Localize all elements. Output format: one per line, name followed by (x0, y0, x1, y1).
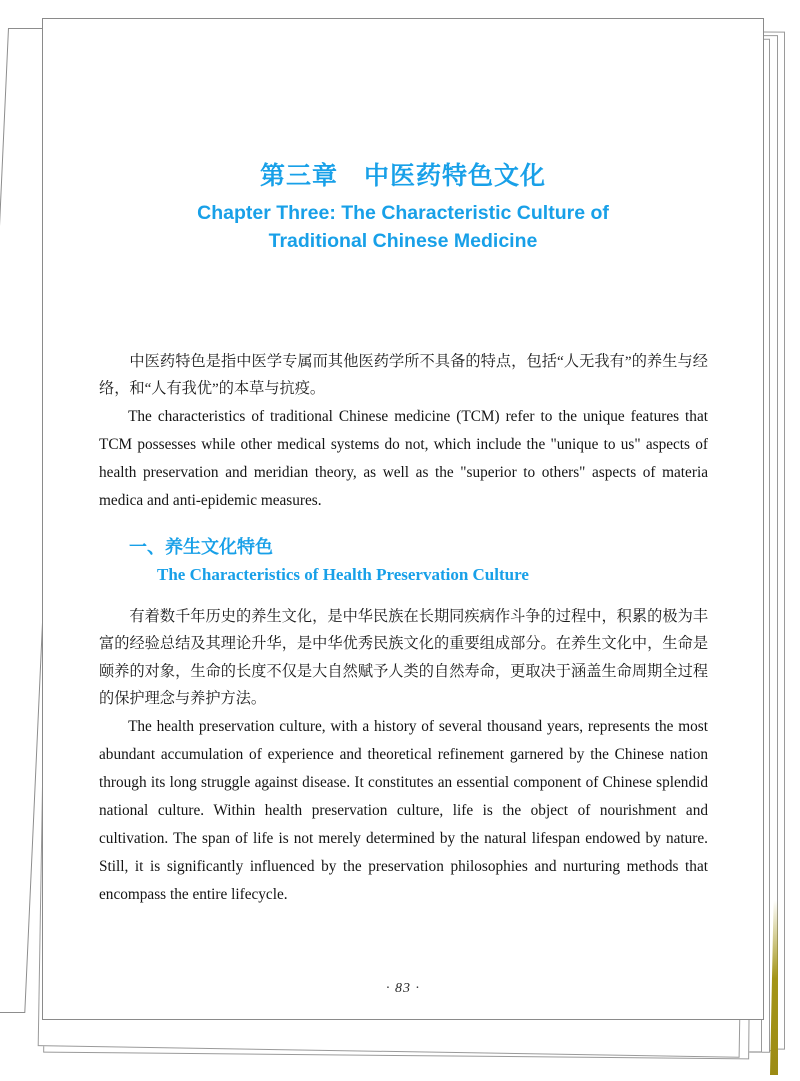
section-one-paragraph-chinese: 有着数千年历史的养生文化，是中华民族在长期同疾病作斗争的过程中，积累的极为丰富的经验总结及其理论升华，是中华优秀民族文化的重要组成部分。在养生文化中，生命是颐养的对象，生命的长度不仅是大自然赋予人类的自然寿命，更取决于涵盖生命周期全过程的保护理念与养护方法。 (99, 607, 708, 708)
chapter-title-chinese: 第三章 中医药特色文化 (259, 162, 546, 190)
intro-block (71, 348, 735, 515)
document-page (42, 18, 764, 1020)
intro-paragraph-english: The characteristics of traditional Chinese medicine (TCM) refer to the unique features that TCM possesses while other medical systems do not, which include the "unique to us" aspects of health preservation and meridian theory, as well as the "superior to others" aspects of materia medica and anti-epidemic measures. (99, 407, 708, 509)
chapter-title-english-line-2: Traditional Chinese Medicine (268, 229, 538, 252)
chapter-title-english (168, 200, 638, 255)
spacer-before-section (71, 515, 735, 535)
spacer-after-section-heading (71, 587, 735, 603)
spacer-after-title (71, 256, 735, 348)
chapter-title-english-line-1: Chapter Three: The Characteristic Culture of (197, 202, 609, 225)
section-one-body-block (71, 603, 735, 909)
section-one-heading-chinese: 一、养生文化特色 (129, 536, 273, 557)
section-one-paragraph-english: The health preservation culture, with a history of several thousand years, represents the most abundant accumulation of experience and theoretical refinement garnered by the Chinese nation through its long struggle against disease. It constitutes an essential component of Chinese splendid national culture. Within health preservation culture, life is the object of nourishment and cultivation. The span of life is not merely determined by the natural lifespan endowed by nature. Still, it is significantly influenced by the preservation philosophies and nurturing methods that encompass the entire lifecycle. (99, 717, 708, 903)
section-one-heading-block (71, 535, 735, 587)
intro-paragraph-chinese: 中医药特色是指中医学专属而其他医药学所不具备的特点，包括“人无我有”的养生与经络，和“人有我优”的本草与抗疫。 (99, 352, 708, 398)
section-one-heading-english: The Characteristics of Health Preservation Culture (157, 564, 529, 584)
page-number: · 83 · (386, 981, 420, 996)
page-content (43, 19, 763, 1019)
